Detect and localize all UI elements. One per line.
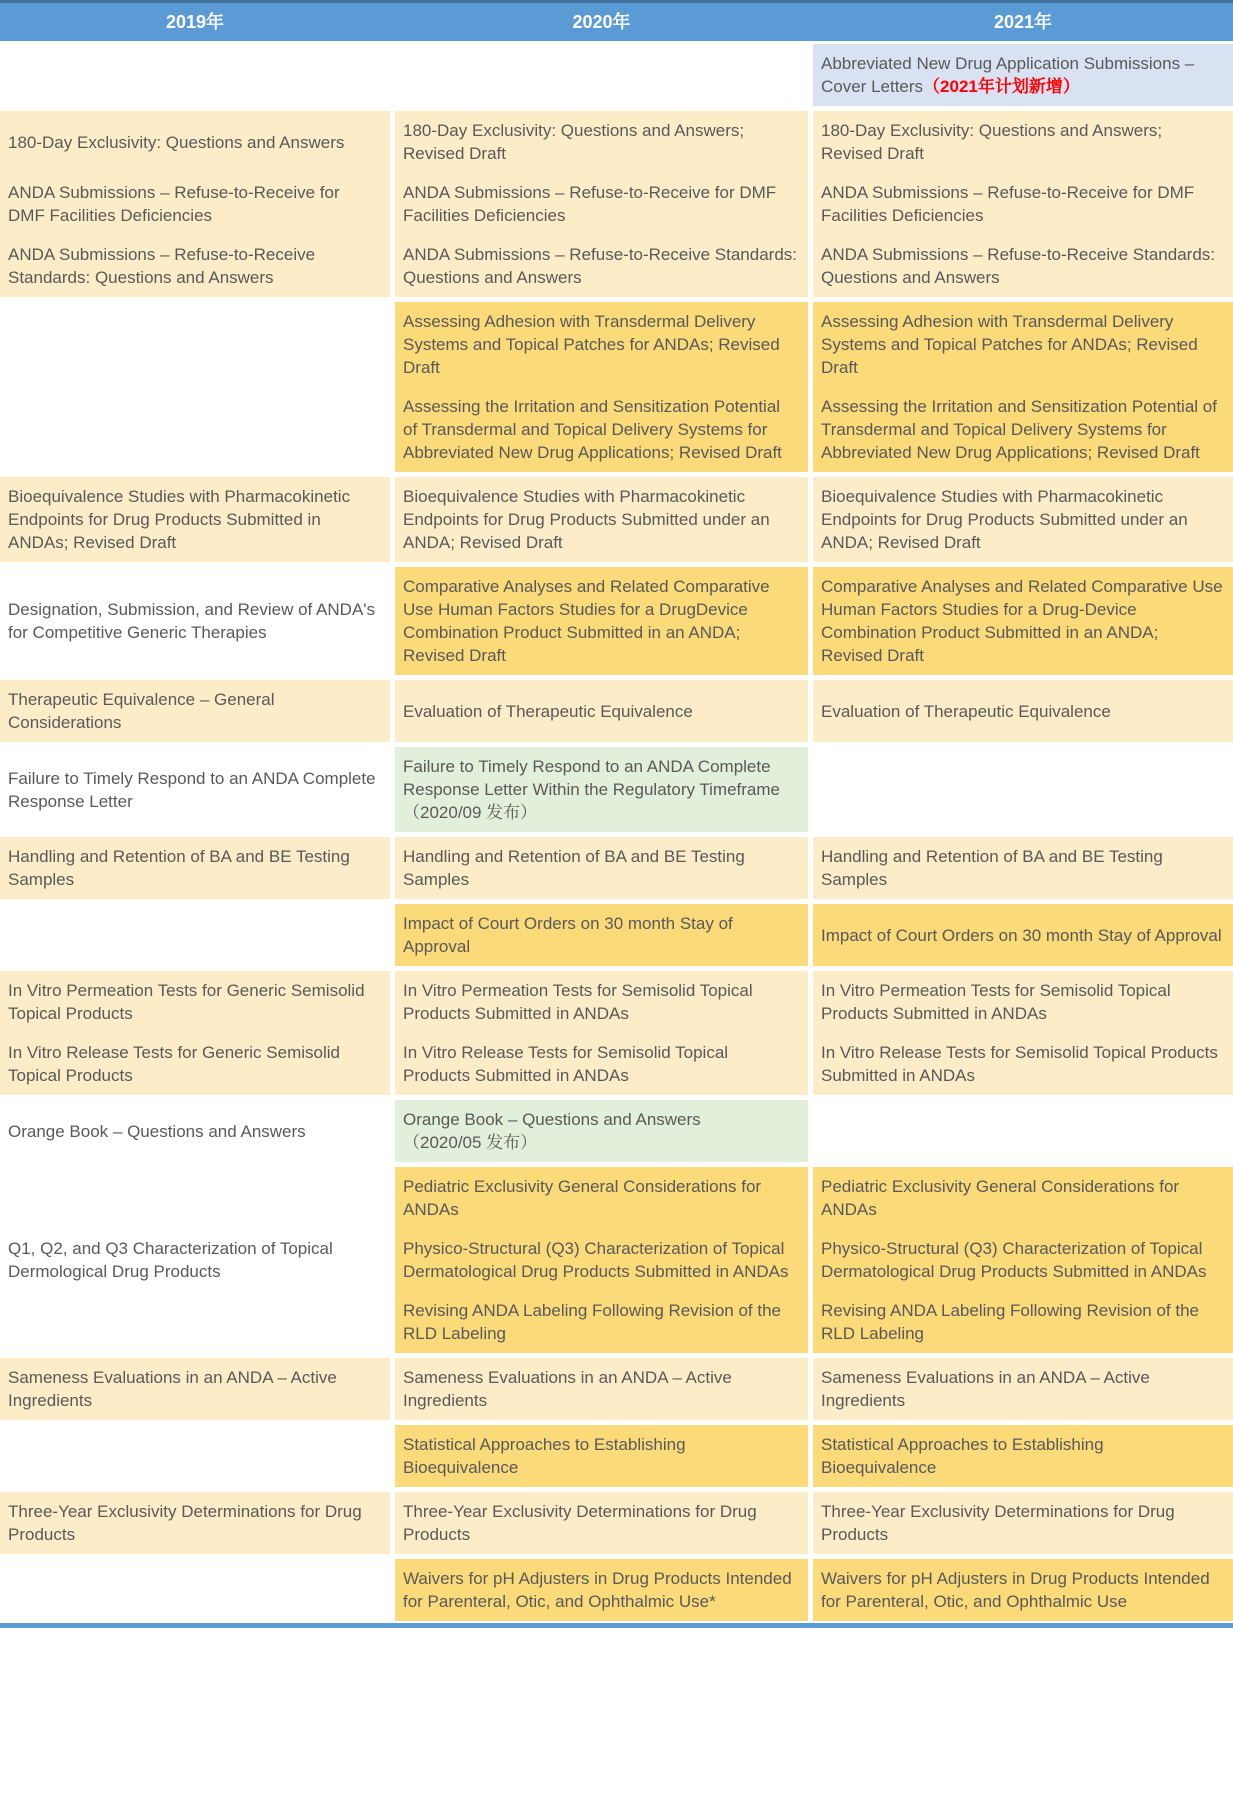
guidance-title (403, 1500, 798, 1546)
table-cell (395, 567, 808, 675)
guidance-title (8, 485, 380, 554)
guidance-title (821, 575, 1223, 667)
guidance-title-text: ANDA Submissions – Refuse-to-Receive for DMF Facilities Deficiencies (821, 183, 1195, 225)
guidance-title-text: Therapeutic Equivalence – General Considerations (8, 690, 275, 732)
guidance-title (403, 1237, 798, 1283)
table-cell (395, 235, 808, 297)
guidance-title-text: Assessing Adhesion with Transdermal Delivery Systems and Topical Patches for ANDAs; Revised Draft (821, 312, 1198, 377)
guidance-title-text: Bioequivalence Studies with Pharmacokinetic Endpoints for Drug Products Submitted in ANDAs; Revised Draft (8, 487, 351, 552)
table-cell (0, 747, 390, 832)
guidance-title-text: Physico-Structural (Q3) Characterization of Topical Dermatological Drug Products Submitted in ANDAs (403, 1239, 789, 1281)
guidance-title-text: Designation, Submission, and Review of ANDA's for Competitive Generic Therapies (8, 600, 376, 642)
table-cell (395, 387, 808, 472)
table-cell (813, 747, 1233, 832)
guidance-title-text: In Vitro Permeation Tests for Generic Semisolid Topical Products (8, 981, 365, 1023)
table-cell (0, 235, 390, 297)
guidance-title-text: Statistical Approaches to Establishing Bioequivalence (821, 1435, 1104, 1477)
guidance-title (821, 181, 1223, 227)
guidance-title (821, 1175, 1223, 1221)
guidance-title-text: Handling and Retention of BA and BE Testing Samples (821, 847, 1163, 889)
guidance-title (8, 181, 380, 227)
guidance-title (403, 181, 798, 227)
table-cell (395, 302, 808, 387)
guidance-title (821, 845, 1223, 891)
guidance-title (821, 924, 1223, 947)
guidance-title (403, 755, 798, 824)
guidance-title-text: Sameness Evaluations in an ANDA – Active Ingredients (8, 1368, 337, 1410)
table-cell (0, 1492, 390, 1554)
table-cell (395, 1291, 808, 1353)
guidance-title-text: Three-Year Exclusivity Determinations for Drug Products (8, 1502, 362, 1544)
guidance-title-text: In Vitro Release Tests for Generic Semisolid Topical Products (8, 1043, 340, 1085)
guidance-title-text: Statistical Approaches to Establishing Bioequivalence (403, 1435, 686, 1477)
table-cell (0, 111, 390, 173)
guidance-title-text: ANDA Submissions – Refuse-to-Receive for DMF Facilities Deficiencies (8, 183, 340, 225)
guidance-title (821, 52, 1223, 98)
guidance-title-text: Waivers for pH Adjusters in Drug Products Intended for Parenteral, Otic, and Ophthalmic Use (821, 1569, 1210, 1611)
guidance-title (403, 1175, 798, 1221)
guidance-title-text: In Vitro Release Tests for Semisolid Topical Products Submitted in ANDAs (821, 1043, 1218, 1085)
guidance-title (821, 1567, 1223, 1613)
guidance-title (821, 243, 1223, 289)
guidance-title-text: In Vitro Permeation Tests for Semisolid Topical Products Submitted in ANDAs (821, 981, 1171, 1023)
table-cell (813, 1033, 1233, 1095)
guidance-title-text: In Vitro Release Tests for Semisolid Topical Products Submitted in ANDAs (403, 1043, 729, 1085)
guidance-title (403, 1108, 798, 1154)
guidance-title (403, 119, 798, 165)
guidance-title-text: 180-Day Exclusivity: Questions and Answers; Revised Draft (821, 121, 1163, 163)
table-cell (813, 971, 1233, 1033)
guidance-title (821, 1433, 1223, 1479)
table-cell (813, 904, 1233, 966)
table-cell (813, 1492, 1233, 1554)
guidance-title-text: Pediatric Exclusivity General Considerations for ANDAs (403, 1177, 762, 1219)
table-cell (0, 1358, 390, 1420)
guidance-title-text: Physico-Structural (Q3) Characterization of Topical Dermatological Drug Products Submitted in ANDAs (821, 1239, 1207, 1281)
table-cell (813, 173, 1233, 235)
table-cell (395, 1229, 808, 1291)
guidance-title-text: Failure to Timely Respond to an ANDA Complete Response Letter Within the Regulatory Timeframe (403, 757, 781, 799)
guidance-title-text: Sameness Evaluations in an ANDA – Active Ingredients (403, 1368, 732, 1410)
guidance-title-text: Assessing the Irritation and Sensitization Potential of Transdermal and Topical Delivery Systems for Abbreviated New Drug Applications; Revised Draft (821, 397, 1217, 462)
table-cell (0, 1167, 390, 1353)
table-cell (395, 44, 808, 106)
release-date-note: （2020/05 发布） (403, 1133, 538, 1152)
table-cell (395, 904, 808, 966)
guidance-title-text: Assessing Adhesion with Transdermal Delivery Systems and Topical Patches for ANDAs; Revised Draft (403, 312, 780, 377)
table-cell (395, 747, 808, 832)
guidance-title-text: Evaluation of Therapeutic Equivalence (821, 701, 1111, 721)
guidance-title (403, 1299, 798, 1345)
guidance-title-text: In Vitro Permeation Tests for Semisolid Topical Products Submitted in ANDAs (403, 981, 753, 1023)
guidance-title-text: Impact of Court Orders on 30 month Stay of Approval (403, 914, 733, 956)
guidance-title-text: Three-Year Exclusivity Determinations for Drug Products (403, 1502, 757, 1544)
guidance-title (821, 1237, 1223, 1283)
guidance-title-text: 180-Day Exclusivity: Questions and Answers; Revised Draft (403, 121, 745, 163)
guidance-title (403, 395, 798, 464)
guidance-title-text: Handling and Retention of BA and BE Testing Samples (403, 847, 745, 889)
guidance-title (403, 700, 798, 723)
guidance-title-text: Revising ANDA Labeling Following Revision of the RLD Labeling (821, 1301, 1199, 1343)
guidance-title-text: Orange Book – Questions and Answers (8, 1121, 306, 1141)
table-cell (0, 1425, 390, 1487)
guidance-title (403, 575, 798, 667)
table-cell (0, 44, 390, 106)
guidance-title (821, 119, 1223, 165)
table-cell (813, 837, 1233, 899)
table-cell (395, 1033, 808, 1095)
guidance-title-text: Three-Year Exclusivity Determinations for Drug Products (821, 1502, 1175, 1544)
guidance-title-text: Orange Book – Questions and Answers (403, 1110, 701, 1129)
table-cell (395, 173, 808, 235)
table-cell (0, 387, 390, 472)
table-cell (813, 1167, 1233, 1229)
table-cell (395, 477, 808, 562)
guidance-title-text: 180-Day Exclusivity: Questions and Answers (8, 132, 345, 152)
guidance-title (403, 485, 798, 554)
table-cell (0, 904, 390, 966)
guidance-title-text: ANDA Submissions – Refuse-to-Receive Standards: Questions and Answers (8, 245, 316, 287)
guidance-title-text: Comparative Analyses and Related Comparative Use Human Factors Studies for a Drug-Device Combination Product Submitted in an ANDA; Revised Draft (821, 577, 1223, 665)
table-cell (813, 1559, 1233, 1621)
table-cell (0, 173, 390, 235)
guidance-title-text: ANDA Submissions – Refuse-to-Receive for DMF Facilities Deficiencies (403, 183, 777, 225)
guidance-title-text: ANDA Submissions – Refuse-to-Receive Standards: Questions and Answers (403, 245, 798, 287)
guidance-title-text: Failure to Timely Respond to an ANDA Complete Response Letter (8, 768, 376, 811)
guidance-title (8, 243, 380, 289)
guidance-title-text: Bioequivalence Studies with Pharmacokinetic Endpoints for Drug Products Submitted under an ANDA; Revised Draft (821, 487, 1188, 552)
table-cell (0, 1033, 390, 1095)
guidance-title-text: Pediatric Exclusivity General Considerations for ANDAs (821, 1177, 1180, 1219)
guidance-title (8, 598, 380, 644)
guidance-title (821, 1366, 1223, 1412)
guidance-title (403, 243, 798, 289)
guidance-title (8, 979, 380, 1025)
table-cell (395, 1492, 808, 1554)
guidance-title (821, 979, 1223, 1025)
guidance-title (403, 1041, 798, 1087)
guidance-title (403, 845, 798, 891)
guidance-title-text: Q1, Q2, and Q3 Characterization of Topical Dermological Drug Products (8, 1239, 333, 1281)
table-cell (813, 1291, 1233, 1353)
release-date-note: （2020/09 发布） (403, 803, 538, 822)
guidance-title (8, 688, 380, 734)
guidance-title-text: Evaluation of Therapeutic Equivalence (403, 701, 693, 721)
guidance-title (403, 310, 798, 379)
guidance-title (8, 1041, 380, 1087)
guidance-title-text: Abbreviated New Drug Application Submissions – Cover Letters (821, 54, 1195, 96)
table-cell (813, 111, 1233, 173)
guidance-title (821, 1500, 1223, 1546)
table-cell (0, 302, 390, 387)
column-header-2019: 2019年 (165, 12, 225, 32)
table-cell (395, 680, 808, 742)
table-cell (395, 971, 808, 1033)
table-cell (813, 1100, 1233, 1162)
guidance-title (821, 1299, 1223, 1345)
guidance-title (403, 1433, 798, 1479)
guidance-title (8, 845, 380, 891)
table-cell (395, 1100, 808, 1162)
column-header-2020: 2020年 (572, 12, 631, 32)
table-cell (0, 1100, 390, 1162)
table-cell (813, 235, 1233, 297)
table-cell (395, 1167, 808, 1229)
guidance-title (8, 1120, 380, 1143)
table-cell (395, 1559, 808, 1621)
table-cell (0, 971, 390, 1033)
guidance-title (403, 1366, 798, 1412)
planned-new-note: （2021年计划新增） (923, 77, 1080, 96)
guidance-title (8, 131, 380, 154)
table-cell (0, 567, 390, 675)
guidance-title (403, 1567, 798, 1613)
guidance-title (403, 912, 798, 958)
table-cell (395, 111, 808, 173)
table-cell (813, 44, 1233, 106)
guidance-title-text: Assessing the Irritation and Sensitization Potential of Transdermal and Topical Delivery Systems for Abbreviated New Drug Applications; Revised Draft (403, 397, 782, 462)
guidance-title-text: Comparative Analyses and Related Comparative Use Human Factors Studies for a DrugDevice Combination Product Submitted in an ANDA; Revised Draft (403, 577, 770, 665)
guidance-title (403, 979, 798, 1025)
table-cell (813, 477, 1233, 562)
guidance-title-text: Handling and Retention of BA and BE Testing Samples (8, 847, 350, 889)
guidance-title (8, 1237, 380, 1283)
guidance-title (821, 485, 1223, 554)
table-cell (813, 680, 1233, 742)
guidance-title (821, 395, 1223, 464)
column-header-2021: 2021年 (993, 12, 1053, 32)
guidance-title (821, 1041, 1223, 1087)
guidance-title-text: Sameness Evaluations in an ANDA – Active Ingredients (821, 1368, 1150, 1410)
table-cell (813, 302, 1233, 387)
guidance-title-text: Waivers for pH Adjusters in Drug Products Intended for Parenteral, Otic, and Ophthalmic Use* (403, 1569, 792, 1611)
table-cell (813, 1425, 1233, 1487)
guidance-title-text: Impact of Court Orders on 30 month Stay of Approval (821, 925, 1222, 945)
table-cell (395, 1358, 808, 1420)
table-cell (0, 477, 390, 562)
guidance-title (8, 1500, 380, 1546)
table-header (0, 0, 1233, 41)
table-cell (0, 1559, 390, 1621)
guidance-title (8, 767, 380, 813)
guidance-title (821, 310, 1223, 379)
guidance-table (0, 44, 1233, 1621)
table-cell (813, 1358, 1233, 1420)
guidance-title (8, 1366, 380, 1412)
table-cell (0, 837, 390, 899)
table-cell (813, 1229, 1233, 1291)
table-cell (0, 680, 390, 742)
guidance-title-text: ANDA Submissions – Refuse-to-Receive Standards: Questions and Answers (821, 245, 1216, 287)
table-cell (813, 387, 1233, 472)
guidance-title (821, 700, 1223, 723)
table-cell (395, 1425, 808, 1487)
bottom-border-line (0, 1623, 1233, 1628)
table-cell (395, 837, 808, 899)
guidance-title-text: Bioequivalence Studies with Pharmacokinetic Endpoints for Drug Products Submitted under an ANDA; Revised Draft (403, 487, 770, 552)
table-cell (813, 567, 1233, 675)
guidance-title-text: Revising ANDA Labeling Following Revision of the RLD Labeling (403, 1301, 781, 1343)
